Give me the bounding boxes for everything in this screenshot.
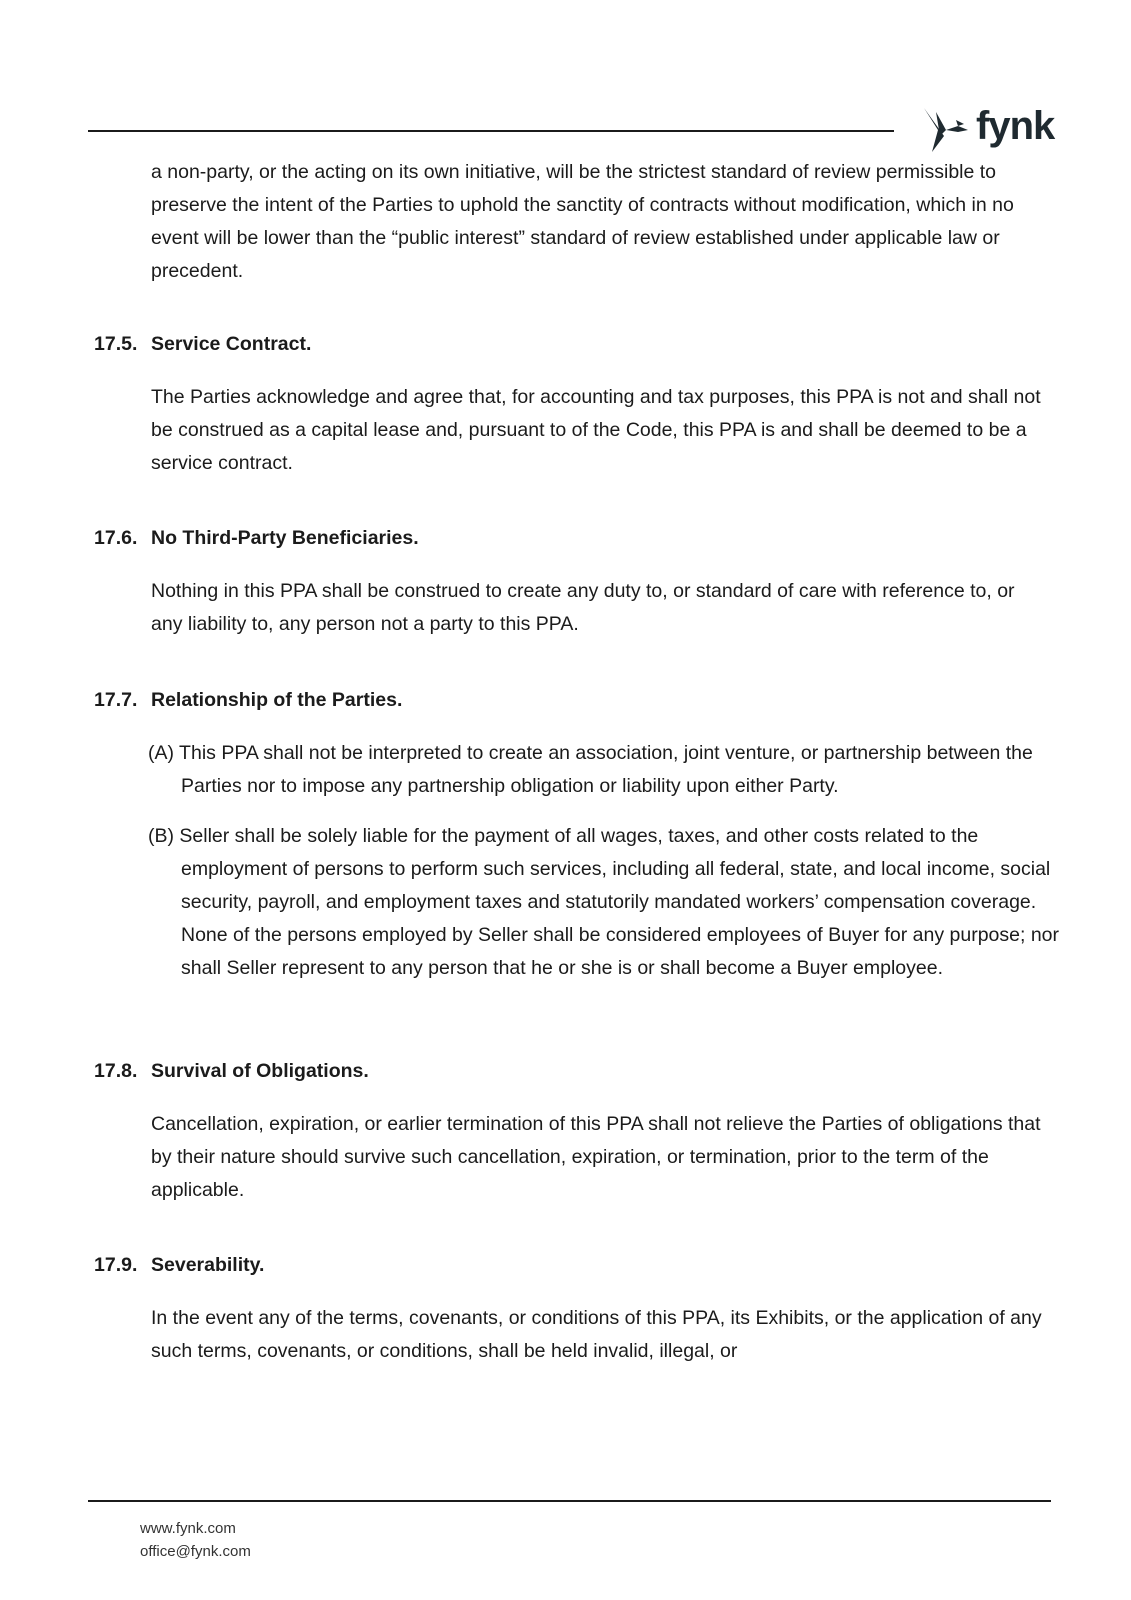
footer-email-link[interactable]: office@fynk.com <box>140 1543 251 1560</box>
section-number: 17.8. <box>94 1060 138 1082</box>
section-title: Service Contract. <box>151 333 312 355</box>
section-heading-17-7 <box>94 689 402 712</box>
footer-website-link[interactable]: www.fynk.com <box>140 1520 236 1537</box>
section-heading-17-6 <box>94 527 419 550</box>
section-heading-17-5 <box>94 333 311 356</box>
footer-divider <box>88 1500 1051 1502</box>
section-number: 17.7. <box>94 689 138 711</box>
section-number: 17.9. <box>94 1254 138 1276</box>
list-item-b: (B) Seller shall be solely liable for the payment of all wages, taxes, and other costs related to the employment of persons to perform such services, including all federal, state, and local income, social security, payroll, and employment taxes and statutorily mandated workers’ compensation coverage. None of the persons employed by Seller shall be considered employees of Buyer for any purpose; nor shall Seller represent to any person that he or she is or shall become a Buyer employee. <box>148 825 1060 979</box>
section-title: Relationship of the Parties. <box>151 689 403 711</box>
section-body-17-6: Nothing in this PPA shall be construed to create any duty to, or standard of care with reference to, or any liability to, any person not a party to this PPA. <box>151 580 1015 635</box>
fynk-bird-icon <box>918 106 970 156</box>
section-title: No Third-Party Beneficiaries. <box>151 527 419 549</box>
list-item-a: (A) This PPA shall not be interpreted to create an association, joint venture, or partnership between the Parties nor to impose any partnership obligation or liability upon either Party. <box>148 742 1033 797</box>
intro-paragraph: a non-party, or the acting on its own initiative, will be the strictest standard of review permissible to preserve the intent of the Parties to uphold the sanctity of contracts without modification, which in no event will be lower than the “public interest” standard of review established under applicable law or precedent. <box>151 161 1014 282</box>
section-number: 17.6. <box>94 527 138 549</box>
header-divider <box>88 130 894 132</box>
section-body-17-5: The Parties acknowledge and agree that, for accounting and tax purposes, this PPA is not and shall not be construed as a capital lease and, pursuant to of the Code, this PPA is and shall be deemed to be a service contract. <box>151 386 1041 474</box>
section-heading-17-9 <box>94 1254 264 1277</box>
section-body-17-9: In the event any of the terms, covenants, or conditions of this PPA, its Exhibits, or the application of any such terms, covenants, or conditions, shall be held invalid, illegal, or <box>151 1307 1042 1362</box>
section-body-17-8: Cancellation, expiration, or earlier termination of this PPA shall not relieve the Parties of obligations that by their nature should survive such cancellation, expiration, or termination, prior to the term of the applicable. <box>151 1113 1041 1201</box>
logo-text: fynk <box>976 104 1055 148</box>
section-title: Severability. <box>151 1254 265 1276</box>
section-heading-17-8 <box>94 1060 369 1083</box>
brand-logo <box>918 102 1058 160</box>
section-number: 17.5. <box>94 333 138 355</box>
section-title: Survival of Obligations. <box>151 1060 369 1082</box>
